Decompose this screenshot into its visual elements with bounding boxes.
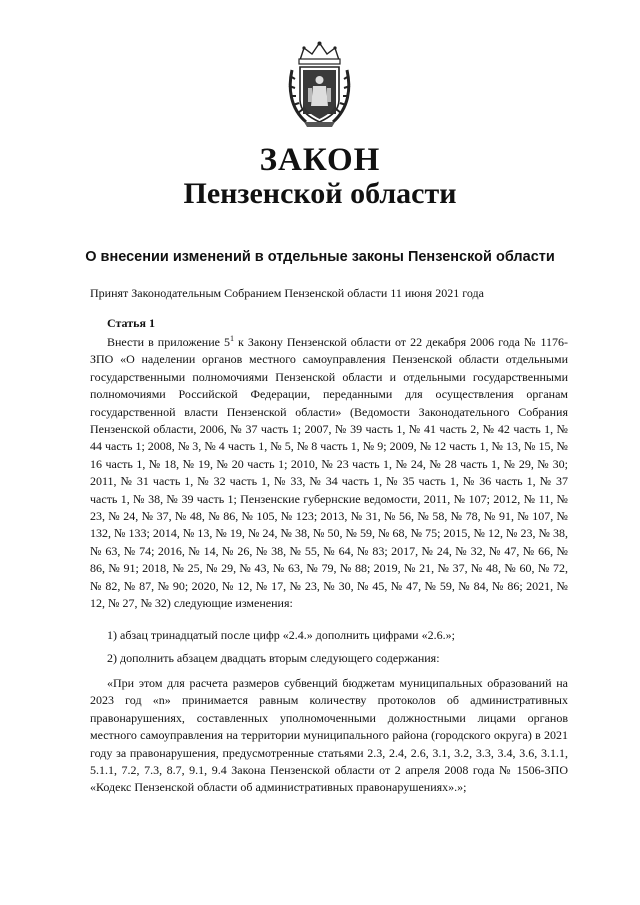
article-paragraph	[90, 334, 568, 613]
article-label: Статья 1	[107, 316, 155, 330]
superscript: 1	[229, 334, 234, 343]
coat-of-arms-icon	[286, 40, 353, 128]
amendment-item-2: 2) дополнить абзацем двадцать вторым следующего содержания:	[107, 651, 440, 665]
quoted-paragraph: «При этом для расчета размеров субвенций бюджетам муниципальных образований на 2023 год «n» принимается равным количеству протоколов об административных правонарушениях, составленных уполномоченными должностными лицами органов местного самоуправления на территории муниципального района (городского округа) в 2021 году за правонарушения, предусмотренные статьями 2.3, 2.4, 2.6, 3.1, 3.2, 3.3, 3.4, 3.6, 3.1.1, 5.1.1, 7.2, 7.3, 8.7, 9.1, 9.4 Закона Пензенской области от 2 апреля 2008 года № 1506-ЗПО «Кодекс Пензенской области об административных правонарушениях».»;	[90, 676, 568, 795]
adoption-line: Принят Законодательным Собранием Пензенской области 11 июня 2021 года	[90, 286, 484, 300]
amendment-item-1: 1) абзац тринадцатый после цифр «2.4.» дополнить цифрами «2.6.»;	[107, 628, 455, 642]
document-title: ЗАКОН	[259, 142, 381, 178]
paragraph-start: Внести в приложение 5	[107, 335, 230, 349]
paragraph-rest: к Закону Пензенской области от 22 декабря 2006 года № 1176-ЗПО «О наделении органов местного самоуправления Пензенской области отдельными государственными полномочиями Пензенской области и отдельными государственными полномочиями Российской Федерации, переданными для осуществления органам государственной власти Пензенской области» (Ведомости Законодательного Собрания Пензенской области, 2006, № 37 часть 1; 2007, № 39 часть 1, № 41 часть 2, № 42 часть 1, № 44 часть 1; 2008, № 3, № 4 часть 1, № 5, № 8 часть 1, № 9; 2009, № 12 часть 1, № 13, № 15, № 16 часть 1, № 18, № 19, № 20 часть 1; 2010, № 23 часть 1, № 24, № 28 часть 1, № 29, № 30; 2011, № 31 часть 1, № 32 часть 1, № 33, № 34 часть 1, № 35 часть 1, № 36 часть 1, № 37 часть 1, № 38, № 39 часть 1; Пензенские губернские ведомости, 2011, № 107; 2012, № 11, № 23, № 24, № 37, № 48, № 86, № 105, № 123; 2013, № 31, № 56, № 58, № 78, № 91, № 107, № 132, № 133; 2014, № 13, № 19, № 24, № 38, № 50, № 59, № 68, № 75; 2015, № 12, № 23, № 38, № 63, № 74; 2016, № 14, № 26, № 38, № 55, № 64, № 83; 2017, № 24, № 32, № 47, № 66, № 86, № 91; 2018, № 25, № 29, № 43, № 63, № 79, № 88; 2019, № 21, № 37, № 48, № 60, № 72, № 82, № 87, № 90; 2020, № 12, № 17, № 23, № 30, № 45, № 47, № 59, № 84, № 86; 2021, № 12, № 27, № 32) следующие изменения:	[90, 335, 569, 611]
document-region-title: Пензенской области	[183, 177, 457, 210]
law-heading: О внесении изменений в отдельные законы Пензенской области	[85, 249, 555, 265]
